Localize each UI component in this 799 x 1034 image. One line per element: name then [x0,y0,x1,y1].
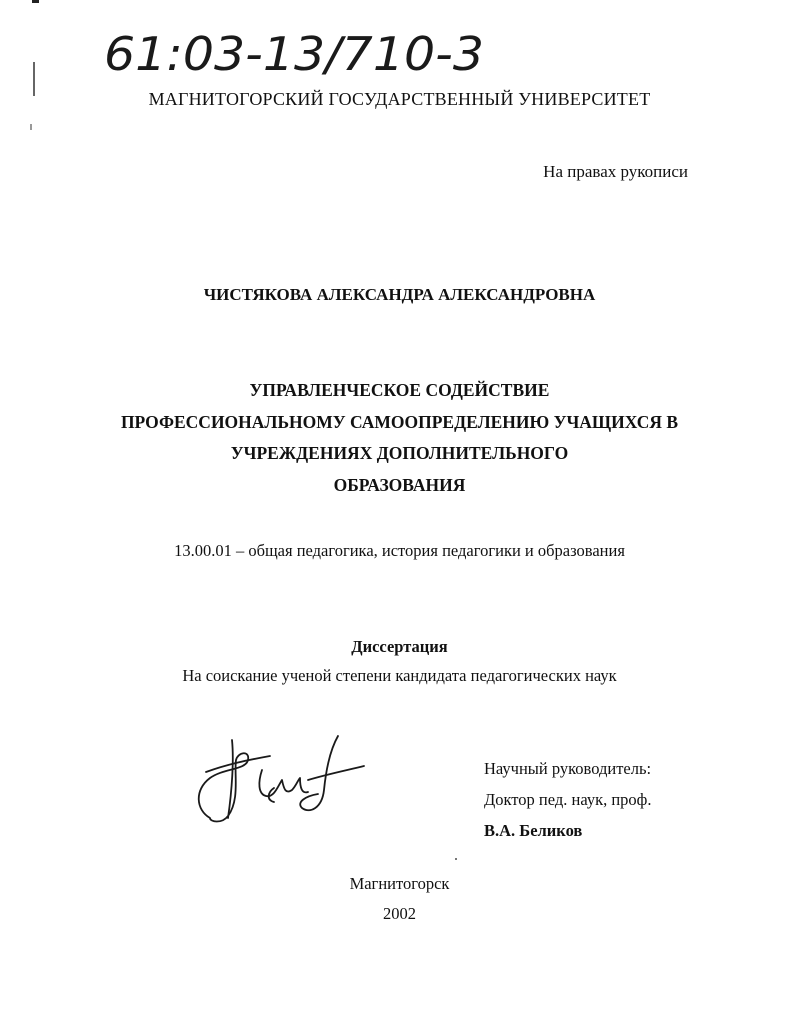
signature [188,730,368,825]
advisor-name: В.А. Беликов [484,821,583,840]
specialty-code: 13.00.01 – общая педагогика, история педагогики и образования [174,541,625,560]
rights-note: На правах рукописи [543,162,688,181]
archive-code-handwritten [100,14,520,84]
author-name: ЧИСТЯКОВА АЛЕКСАНДРА АЛЕКСАНДРОВНА [203,285,596,304]
dissertation-title [0,375,799,501]
advisor-role: Научный руководитель: [484,759,652,778]
title-line: УЧРЕЖДЕНИЯХ ДОПОЛНИТЕЛЬНОГО [230,443,569,463]
title-line: УПРАВЛЕНЧЕСКОЕ СОДЕЙСТВИЕ [249,380,550,400]
city: Магнитогорск [349,874,450,893]
title-line: ПРОФЕССИОНАЛЬНОМУ САМООПРЕДЕЛЕНИЮ УЧАЩИХСЯ В [120,411,679,432]
advisor-block [484,753,651,846]
advisor-rank: Доктор пед. наук, проф. [484,790,652,809]
degree-statement: На соискание ученой степени кандидата педагогических наук [182,666,617,685]
margin-scan-marks [0,0,40,160]
title-line: ОБРАЗОВАНИЯ [333,474,466,495]
scan-speck [455,858,457,860]
year: 2002 [383,904,416,923]
university-name: МАГНИТОГОРСКИЙ ГОСУДАРСТВЕННЫЙ УНИВЕРСИТЕТ [148,89,651,109]
document-type: Диссертация [351,637,448,656]
archive-code-text: 61:03-13/710-3 [104,27,484,81]
